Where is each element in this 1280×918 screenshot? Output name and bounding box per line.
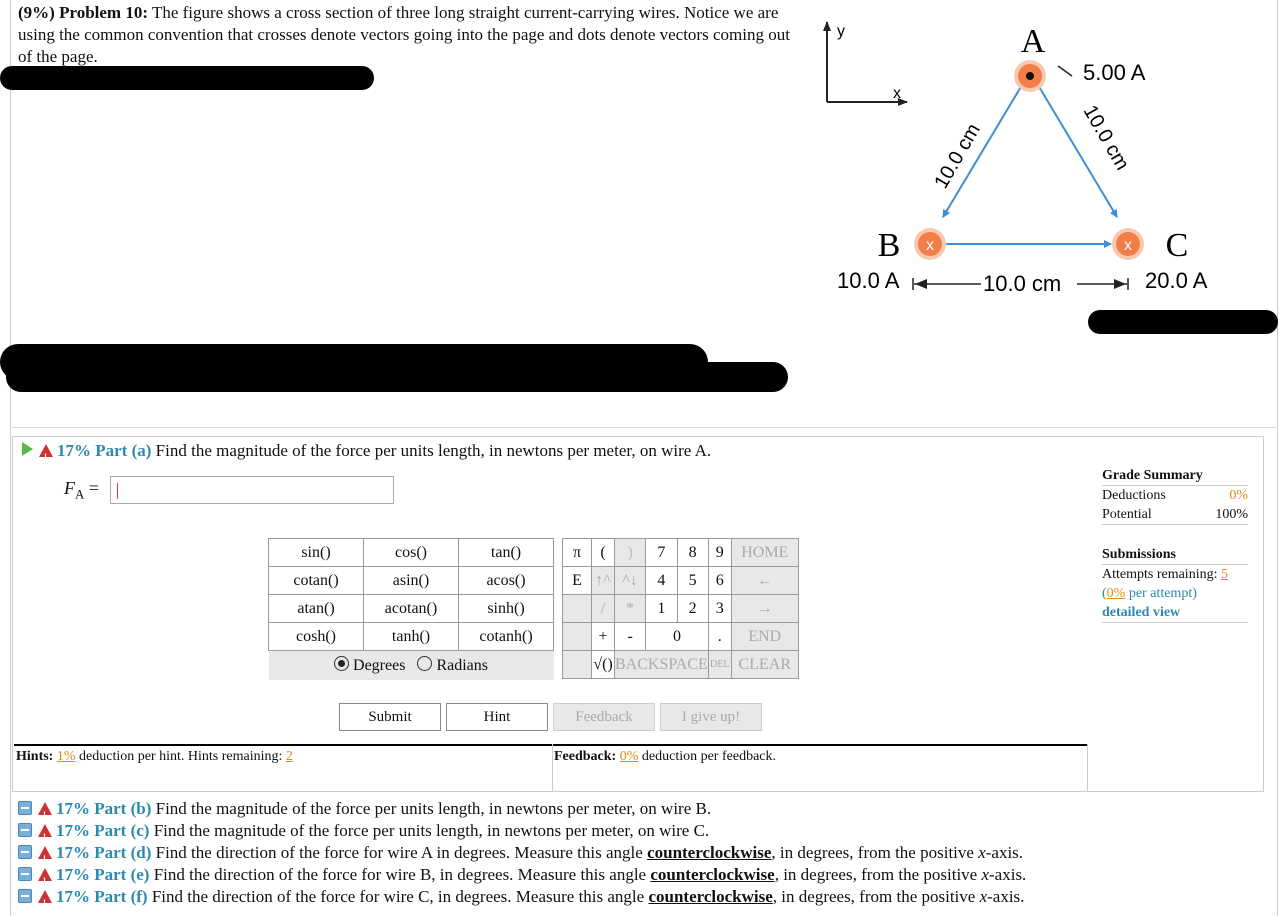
cross-icon: x bbox=[1124, 237, 1132, 254]
side-bc-label: 10.0 cm bbox=[983, 271, 1062, 296]
label-a: A bbox=[1020, 23, 1046, 60]
part-prompt: Find the direction of the force for wire B, in degrees. Measure this angle bbox=[153, 865, 647, 884]
side-ab-label: 10.0 cm bbox=[930, 119, 985, 193]
degrees-radio[interactable] bbox=[334, 656, 349, 671]
key-1[interactable]: 1 bbox=[646, 595, 677, 623]
sin-button[interactable]: sin() bbox=[269, 539, 364, 567]
feedback-deduction: 0% bbox=[619, 749, 639, 764]
current-a: 5.00 A bbox=[1083, 60, 1146, 85]
hint-button[interactable]: Hint bbox=[446, 703, 548, 731]
number-keypad bbox=[562, 538, 799, 679]
current-b: 10.0 A bbox=[837, 268, 900, 293]
per-attempt-value: 0% bbox=[1106, 586, 1126, 601]
multiply-button[interactable]: * bbox=[615, 595, 646, 623]
answer-symbol: F bbox=[64, 478, 75, 498]
cotan-button[interactable]: cotan() bbox=[269, 567, 364, 595]
potential-label: Potential bbox=[1102, 507, 1152, 522]
clear-button[interactable]: CLEAR bbox=[731, 651, 798, 679]
problem-statement bbox=[18, 2, 808, 68]
part-percent: 17% bbox=[56, 887, 90, 906]
label-b: B bbox=[877, 227, 901, 264]
key-7[interactable]: 7 bbox=[646, 539, 677, 567]
expand-icon[interactable] bbox=[18, 845, 32, 859]
divider bbox=[1087, 744, 1088, 792]
hint-deduction: 1% bbox=[56, 749, 76, 764]
atan-button[interactable]: atan() bbox=[269, 595, 364, 623]
axis-var: x bbox=[978, 843, 986, 862]
down-button[interactable]: ^↓ bbox=[615, 567, 646, 595]
pointer-a bbox=[1058, 66, 1072, 76]
degrees-label: Degrees bbox=[353, 657, 406, 674]
part-c-row[interactable] bbox=[18, 820, 709, 842]
answer-input[interactable] bbox=[110, 476, 394, 504]
attempts-value: 5 bbox=[1220, 567, 1228, 582]
grade-summary-title: Grade Summary bbox=[1102, 466, 1248, 486]
part-prompt: Find the magnitude of the force per units length, in newtons per meter, on wire C. bbox=[153, 821, 710, 840]
dim-arrowhead-right bbox=[1114, 279, 1126, 289]
feedback-label: Feedback: bbox=[554, 749, 617, 764]
problem-text: The figure shows a cross section of three long straight current-carrying wires. Notice we are using the common convention that crosses denote vectors going into the page and dots denote vectors coming out of the page. bbox=[18, 3, 790, 66]
sqrt-button[interactable]: √() bbox=[592, 651, 615, 679]
warning-icon bbox=[38, 890, 52, 903]
minus-button[interactable]: - bbox=[615, 623, 646, 651]
feedback-info bbox=[554, 749, 776, 765]
key-9[interactable]: 9 bbox=[708, 539, 731, 567]
open-paren-button[interactable]: ( bbox=[592, 539, 615, 567]
acotan-button[interactable]: acotan() bbox=[364, 595, 459, 623]
problem-title: Problem 10: bbox=[59, 3, 148, 22]
redaction bbox=[1088, 310, 1278, 334]
end-button[interactable]: END bbox=[731, 623, 798, 651]
part-e-row[interactable] bbox=[18, 864, 1026, 886]
submissions-title: Submissions bbox=[1102, 545, 1248, 565]
grade-summary: Grade Summary Deductions 0% Potential 100% Submissions Attempts remaining: 5 (0% per attempt) detailed view bbox=[1102, 466, 1248, 623]
function-keypad bbox=[268, 538, 554, 680]
detailed-view-link[interactable]: detailed view bbox=[1102, 603, 1248, 623]
expand-icon[interactable] bbox=[18, 823, 32, 837]
key-2[interactable]: 2 bbox=[677, 595, 708, 623]
part-label: Part (b) bbox=[94, 799, 152, 818]
play-icon[interactable] bbox=[22, 442, 33, 456]
give-up-button[interactable]: I give up! bbox=[660, 703, 762, 731]
warning-icon bbox=[39, 444, 53, 457]
warning-icon bbox=[38, 868, 52, 881]
dot-icon bbox=[1026, 72, 1034, 80]
part-prompt-end: -axis. bbox=[989, 865, 1027, 884]
key-5[interactable]: 5 bbox=[677, 567, 708, 595]
submit-button[interactable]: Submit bbox=[339, 703, 441, 731]
part-label: Part (f) bbox=[94, 887, 148, 906]
cosh-button[interactable]: cosh() bbox=[269, 623, 364, 651]
cotanh-button[interactable]: cotanh() bbox=[459, 623, 554, 651]
acos-button[interactable]: acos() bbox=[459, 567, 554, 595]
hints-label: Hints: bbox=[16, 749, 54, 764]
angle-mode bbox=[269, 651, 554, 681]
part-prompt-end: -axis. bbox=[985, 843, 1024, 862]
right-arrow-button[interactable]: → bbox=[731, 595, 798, 623]
label-c: C bbox=[1165, 227, 1189, 264]
part-a-header bbox=[22, 440, 711, 462]
part-prompt-end: -axis. bbox=[987, 887, 1025, 906]
radians-radio[interactable] bbox=[417, 656, 432, 671]
part-prompt: Find the direction of the force for wire A in degrees. Measure this angle bbox=[155, 843, 643, 862]
part-label: Part (e) bbox=[94, 865, 150, 884]
left-arrow-button[interactable]: ← bbox=[731, 567, 798, 595]
part-prompt: Find the magnitude of the force per units length, in newtons per meter, on wire B. bbox=[155, 799, 712, 818]
sinh-button[interactable]: sinh() bbox=[459, 595, 554, 623]
side-ac-label: 10.0 cm bbox=[1078, 101, 1134, 175]
decimal-button[interactable]: . bbox=[708, 623, 731, 651]
key-6[interactable]: 6 bbox=[708, 567, 731, 595]
divider bbox=[552, 744, 553, 792]
redaction bbox=[6, 362, 788, 392]
part-percent: 17% bbox=[56, 865, 90, 884]
hints-text: deduction per hint. Hints remaining: bbox=[79, 749, 283, 764]
expand-icon[interactable] bbox=[18, 867, 32, 881]
warning-icon bbox=[38, 824, 52, 837]
expand-icon[interactable] bbox=[18, 889, 32, 903]
deductions-label: Deductions bbox=[1102, 488, 1166, 503]
part-a-percent: 17% bbox=[57, 441, 91, 460]
divider bbox=[10, 427, 1276, 428]
potential-value: 100% bbox=[1215, 507, 1248, 522]
blank-key bbox=[563, 595, 592, 623]
warning-icon bbox=[38, 846, 52, 859]
part-emphasis: counterclockwise bbox=[650, 865, 775, 884]
part-a-label: Part (a) bbox=[95, 441, 152, 460]
expand-icon[interactable] bbox=[18, 801, 32, 815]
close-paren-button[interactable]: ) bbox=[615, 539, 646, 567]
cross-icon: x bbox=[926, 237, 934, 254]
part-emphasis: counterclockwise bbox=[648, 887, 773, 906]
part-prompt-tail: , in degrees, from the positive bbox=[774, 865, 978, 884]
feedback-text: deduction per feedback. bbox=[641, 749, 776, 764]
part-percent: 17% bbox=[56, 843, 90, 862]
wire-figure bbox=[815, 10, 1235, 300]
up-button[interactable]: ↑^ bbox=[592, 567, 615, 595]
part-prompt-tail: , in degrees, from the positive bbox=[772, 887, 976, 906]
axis-var: x bbox=[979, 887, 988, 906]
home-button[interactable]: HOME bbox=[731, 539, 798, 567]
key-0[interactable]: 0 bbox=[646, 623, 709, 651]
part-a-prompt: Find the magnitude of the force per units length, in newtons per meter, on wire A. bbox=[155, 441, 712, 460]
tan-button[interactable]: tan() bbox=[459, 539, 554, 567]
blank-key bbox=[563, 651, 592, 679]
plus-button[interactable]: + bbox=[592, 623, 615, 651]
tanh-button[interactable]: tanh() bbox=[364, 623, 459, 651]
deductions-value: 0% bbox=[1229, 488, 1248, 503]
delete-button[interactable]: DEL bbox=[708, 651, 731, 679]
warning-icon bbox=[38, 802, 52, 815]
part-label: Part (d) bbox=[94, 843, 152, 862]
part-b-row[interactable] bbox=[18, 798, 711, 820]
hints-info bbox=[16, 749, 293, 765]
feedback-button[interactable]: Feedback bbox=[553, 703, 655, 731]
answer-equals: = bbox=[88, 478, 100, 498]
current-c: 20.0 A bbox=[1145, 268, 1208, 293]
e-button[interactable]: E bbox=[563, 567, 592, 595]
radians-label: Radians bbox=[436, 657, 488, 674]
key-4[interactable]: 4 bbox=[646, 567, 677, 595]
part-f-row[interactable] bbox=[18, 886, 1024, 908]
backspace-button[interactable]: BACKSPACE bbox=[615, 651, 709, 679]
divide-button[interactable]: / bbox=[592, 595, 615, 623]
per-attempt-text: per attempt) bbox=[1128, 586, 1197, 601]
part-d-row[interactable] bbox=[18, 842, 1023, 864]
part-prompt-tail: , in degrees, from the positive bbox=[771, 843, 974, 862]
pi-button[interactable]: π bbox=[563, 539, 592, 567]
y-axis-label: y bbox=[837, 23, 845, 40]
x-axis-label: x bbox=[893, 85, 901, 102]
asin-button[interactable]: asin() bbox=[364, 567, 459, 595]
text-caret bbox=[117, 483, 118, 499]
part-percent: 17% bbox=[56, 821, 90, 840]
key-8[interactable]: 8 bbox=[677, 539, 708, 567]
part-prompt: Find the direction of the force for wire C, in degrees. Measure this angle bbox=[151, 887, 645, 906]
problem-percent: (9%) bbox=[18, 3, 55, 22]
blank-key bbox=[563, 623, 592, 651]
answer-subscript: A bbox=[75, 486, 85, 502]
axis-var: x bbox=[981, 865, 990, 884]
attempts-label: Attempts remaining: bbox=[1102, 567, 1218, 582]
part-label: Part (c) bbox=[94, 821, 150, 840]
attempts-info bbox=[1102, 565, 1248, 584]
hints-remaining: 2 bbox=[285, 749, 293, 764]
dim-arrowhead-left bbox=[915, 279, 927, 289]
part-percent: 17% bbox=[56, 799, 90, 818]
cos-button[interactable]: cos() bbox=[364, 539, 459, 567]
redaction bbox=[0, 66, 374, 90]
key-3[interactable]: 3 bbox=[708, 595, 731, 623]
part-emphasis: counterclockwise bbox=[647, 843, 772, 862]
answer-label bbox=[64, 478, 99, 503]
